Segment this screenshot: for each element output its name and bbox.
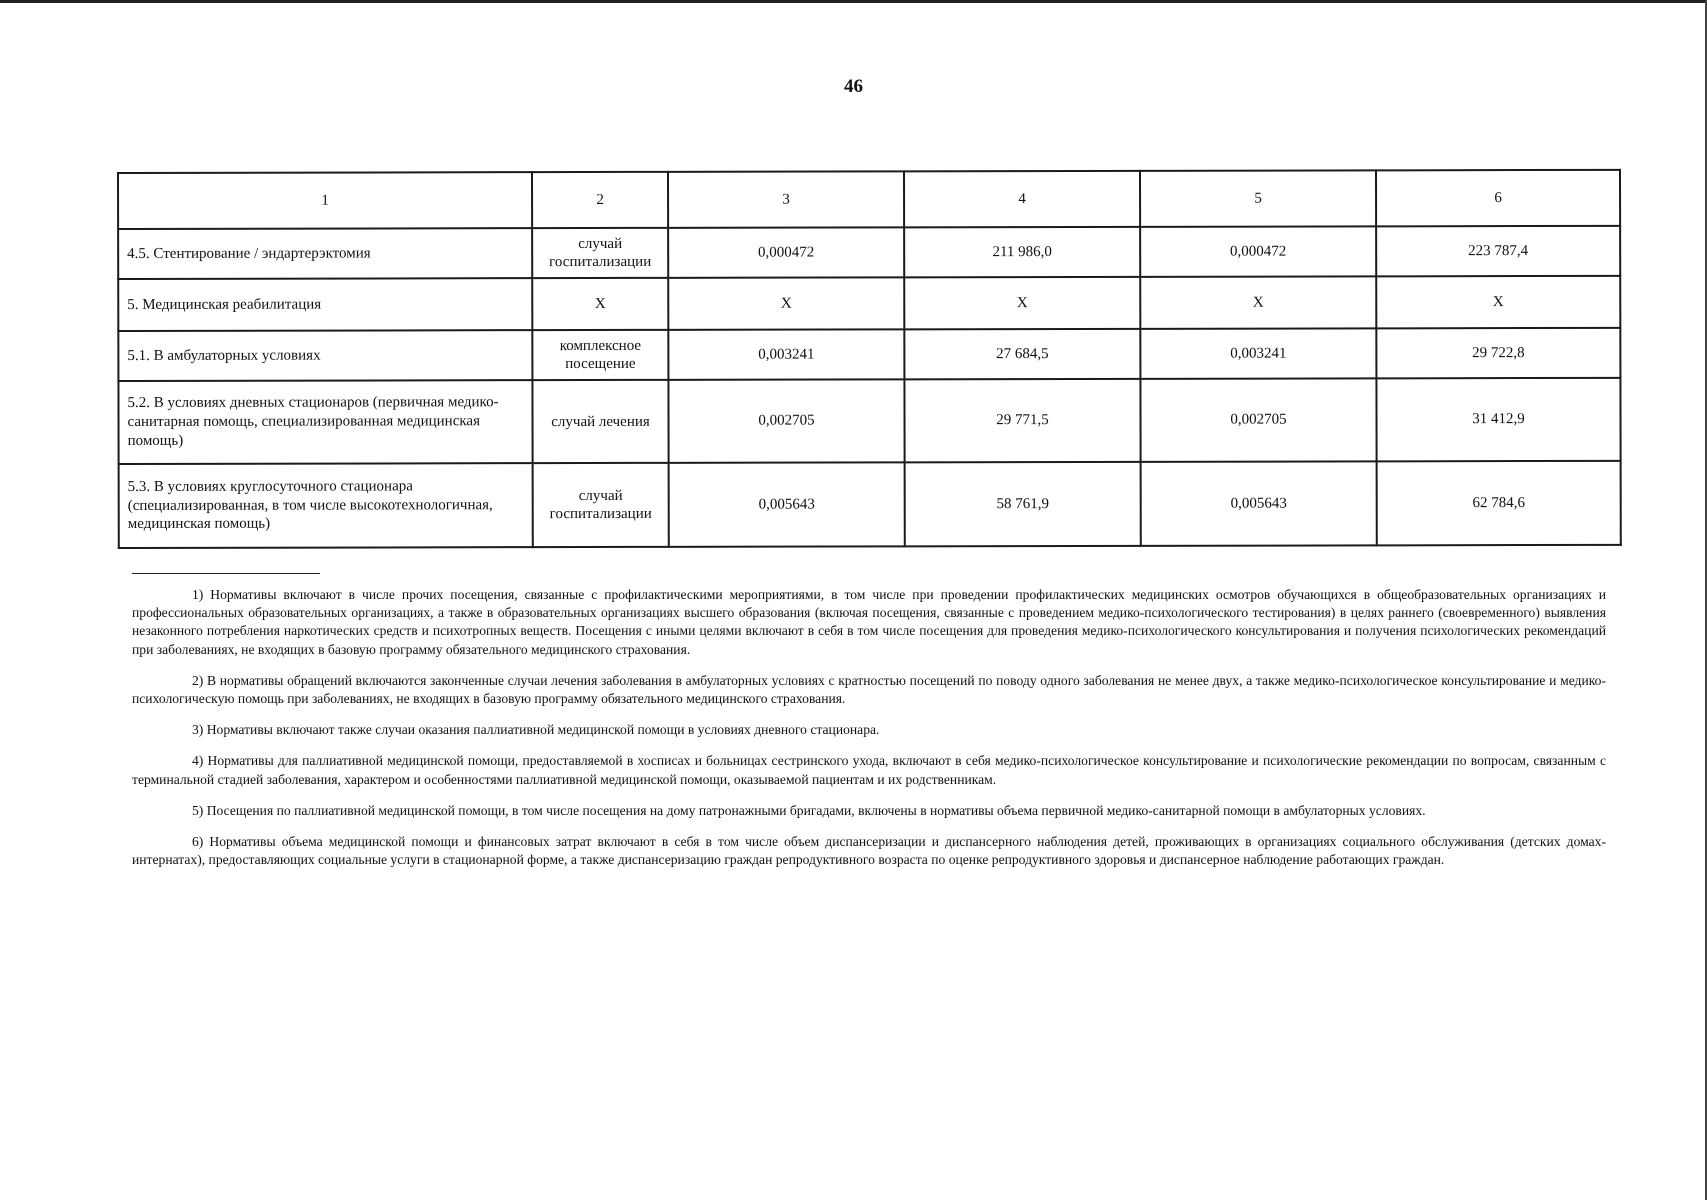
value-cell: 31 412,9 [1376, 378, 1620, 462]
value-cell: 0,002705 [668, 379, 904, 462]
table-header-row [118, 170, 1620, 229]
unit-cell: комплексное посещение [532, 330, 668, 380]
footnote-3: 3) Нормативы включают также случаи оказания паллиативной медицинской помощи в условиях дневного стационара. [192, 722, 880, 738]
footnote-separator [132, 573, 320, 574]
value-cell: X [668, 277, 904, 329]
table-row [118, 276, 1620, 331]
footnote-1: 1) Нормативы включают в числе прочих посещения, связанные с профилактическими мероприятиями, в том числе при проведении профилактических медицинских осмотров обучающихся в общеобразовательных организациях и профессиональных образовательных организациях, а также в образовательных организациях высшего образования (включая посещения, связанные с проведением медико-психологического тестирования) в целях раннего (своевременного) выявления незаконного потребления наркотических средств и психотропных веществ. Посещения с иными целями включают в себя в том числе посещения для проведения медико-психологического консультирования и получения психологических рекомендаций при заболеваниях, не входящих в базовую программу обязательного медицинского страхования. [132, 587, 1606, 657]
header-cell: 5 [1140, 170, 1376, 226]
value-cell: 0,005643 [669, 462, 905, 546]
unit-cell: случай госпитализации [533, 463, 669, 547]
row-label-cell: 5. Медицинская реабилитация [118, 278, 532, 331]
value-cell: 29 722,8 [1376, 328, 1620, 379]
footnote-5: 5) Посещения по паллиативной медицинской помощи, в том числе посещения на дому патронажными бригадами, включены в нормативы объема первичной медико-санитарной помощи в амбулаторных условиях. [192, 802, 1426, 818]
norms-table [117, 169, 1622, 549]
value-cell: 0,003241 [1140, 328, 1376, 378]
header-cell: 1 [118, 172, 532, 229]
header-cell: 4 [904, 171, 1140, 227]
table-row [118, 378, 1620, 464]
value-cell: 27 684,5 [904, 329, 1140, 379]
footnote-2: 2) В нормативы обращений включаются законченные случаи лечения заболевания в амбулаторных условиях с кратностью посещений по поводу одного заболевания не менее двух, а также медико-психологическое консультирование и медико-психологическую помощь при заболеваниях, не входящих в базовую программу обязательного медицинского страхования. [132, 672, 1606, 707]
value-cell: 62 784,6 [1377, 461, 1621, 546]
unit-cell: случай госпитализации [532, 228, 668, 278]
value-cell: 0,000472 [1140, 226, 1376, 276]
value-cell: 0,003241 [668, 329, 904, 379]
norms-table-container [117, 169, 1620, 549]
value-cell: 58 761,9 [905, 462, 1141, 546]
row-label-cell: 5.1. В амбулаторных условиях [118, 330, 532, 381]
value-cell: X [1140, 276, 1376, 328]
header-cell: 6 [1376, 170, 1620, 227]
value-cell: 211 986,0 [904, 227, 1140, 277]
unit-cell: X [532, 278, 668, 330]
header-cell: 2 [532, 172, 668, 228]
value-cell: 223 787,4 [1376, 226, 1620, 277]
value-cell: 0,005643 [1141, 461, 1377, 545]
scan-edge-top [0, 0, 1707, 3]
row-label-cell: 5.3. В условиях круглосуточного стационара (специализированная, в том числе высокотехнологичная, медицинская помощь) [119, 463, 533, 548]
footnote-4: 4) Нормативы для паллиативной медицинской помощи, предоставляемой в хосписах и больницах сестринского ухода, включают в себя медико-психологическое консультирование и психологические рекомендации по вопросам, связанным с терминальной стадией заболевания, характером и особенностями паллиативной медицинской помощи, оказываемой пациентам и их родственникам. [132, 753, 1606, 787]
table-row [118, 226, 1620, 279]
page-number: 46 [844, 76, 863, 97]
value-cell: X [904, 277, 1140, 329]
footnote-6: 6) Нормативы объема медицинской помощи и финансовых затрат включают в себя в том числе объем диспансеризации и диспансерного наблюдения детей, проживающих в организациях социального обслуживания (детских домах-интернатах), предоставляющих социальные услуги в стационарной форме, а также диспансеризацию граждан репродуктивного возраста по оценке репродуктивного здоровья и диспансерное наблюдение работающих граждан. [132, 834, 1606, 868]
table-row [119, 461, 1621, 548]
value-cell: X [1376, 276, 1620, 329]
header-cell: 3 [668, 171, 904, 227]
row-label-cell: 5.2. В условиях дневных стационаров (первичная медико-санитарная помощь, специализированная медицинская помощь) [118, 380, 532, 464]
row-label-cell: 4.5. Стентирование / эндартерэктомия [118, 228, 532, 279]
unit-cell: случай лечения [532, 380, 668, 463]
table-row [118, 328, 1620, 381]
value-cell: 29 771,5 [904, 379, 1140, 462]
value-cell: 0,002705 [1140, 378, 1376, 461]
value-cell: 0,000472 [668, 227, 904, 277]
footnotes [132, 586, 1606, 882]
